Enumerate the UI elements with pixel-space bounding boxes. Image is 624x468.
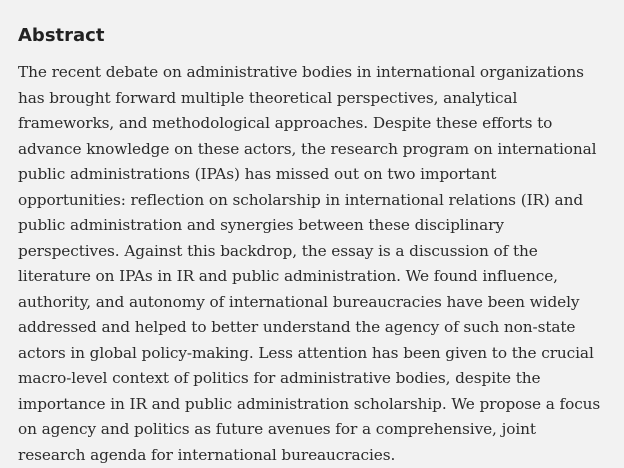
abstract-text: The recent debate on administrative bodies in international organizations has brought forward multiple theoretical perspectives, analytical frameworks, and methodological approaches. Despite these efforts to advance knowledge on these actors, the research program on international public administrations (IPAs) has missed out on two important opportunities: reflection on scholarship in international relations (IR) and public administration and synergies between these disciplinary perspectives. Against this backdrop, the essay is a discussion of the literature on IPAs in IR and public administration. We found influence, authority, and autonomy of international bureaucracies have been widely addressed and helped to better understand the agency of such non-state actors in global policy-making. Less attention has been given to the crucial macro-level context of politics for administrative bodies, despite the importance in IR and public administration scholarship. We propose a focus on agency and politics as future avenues for a comprehensive, joint research agenda for international bureaucracies.: [18, 63, 601, 464]
abstract-heading: Abstract: [18, 25, 105, 46]
